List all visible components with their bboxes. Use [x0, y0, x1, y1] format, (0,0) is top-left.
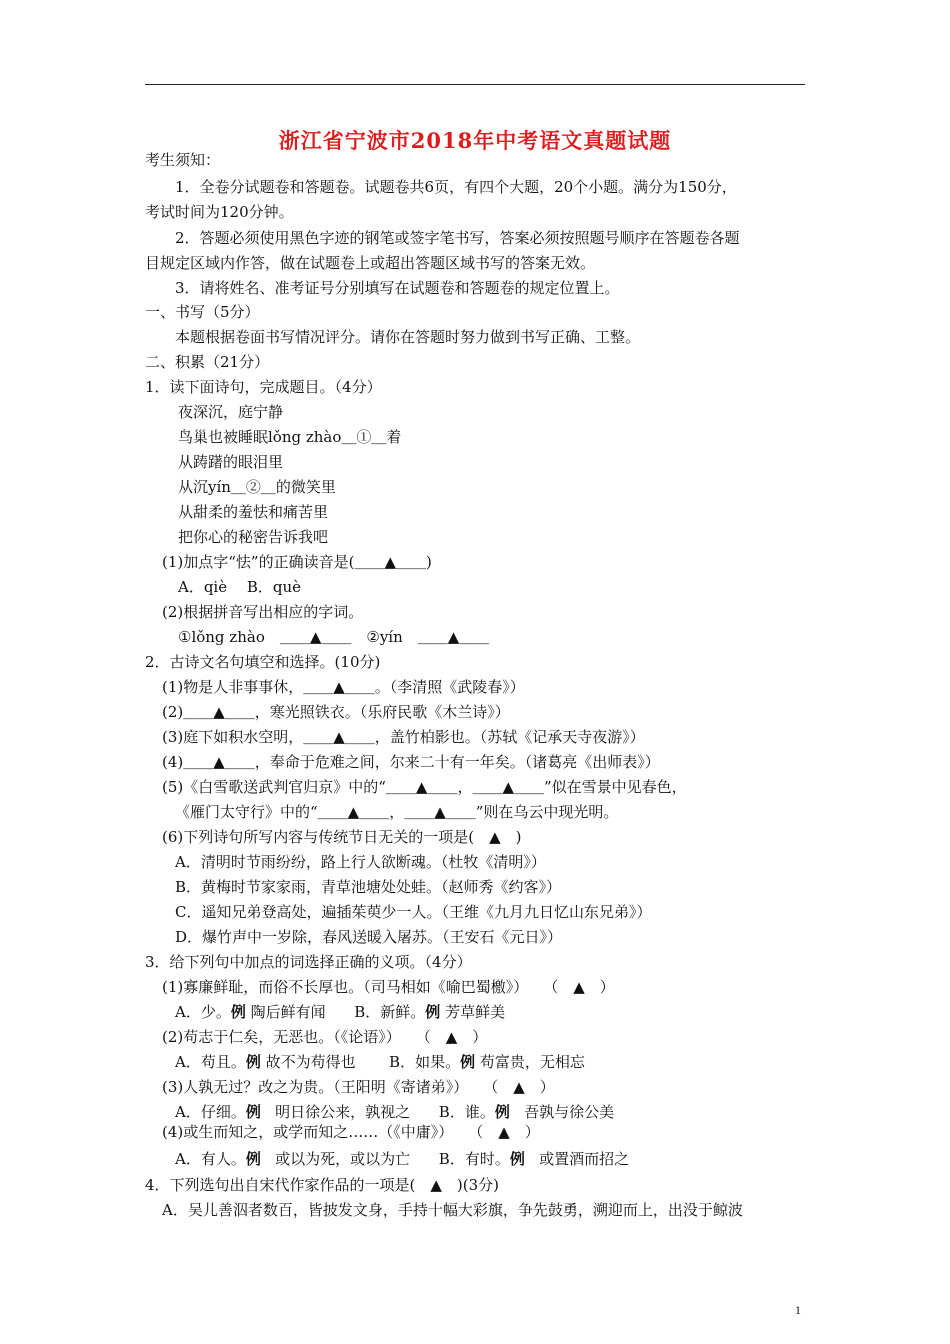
example-label: 例 [460, 1053, 476, 1071]
notice-item-2: 2．答题必须使用黑色字迹的钢笔或签字笔书写，答案必须按照题号顺序在答题卷各题 [175, 229, 740, 247]
option-example: 或置酒而招之 [539, 1150, 630, 1168]
question-2-6-option-b: B．黄梅时节家家雨，青草池塘处处蛙。（赵师秀《约客》） [175, 878, 562, 896]
poem-line: 把你心的秘密告诉我吧 [178, 528, 329, 546]
question-4-stem: 4．下列选句出自宋代作家作品的一项是( ▲ )(3分) [145, 1176, 500, 1194]
example-label: 例 [245, 1103, 261, 1121]
example-label: 例 [494, 1103, 510, 1121]
option-text: A．仔细。 [175, 1103, 246, 1121]
question-1-2-blanks: ①lǒng zhào ＿＿▲＿＿ ②yín ＿＿▲＿＿ [178, 628, 490, 646]
question-4-option-a: A．吴儿善泅者数百，皆披发文身，手持十幅大彩旗，争先鼓勇，溯迎而上，出没于鲸波 [162, 1201, 743, 1219]
question-3-2-options [175, 1052, 585, 1072]
option-example: 明日徐公来，孰视之 [275, 1103, 411, 1121]
question-3-1: (1)寡廉鲜耻，而俗不长厚也。（司马相如《喻巴蜀檄》） （ ▲ ） [162, 978, 615, 996]
question-2-5: (5)《白雪歌送武判官归京》中的“＿＿▲＿＿，＿＿▲＿＿”似在雪景中见春色， [162, 778, 687, 796]
poem-line: 从沉yín＿②＿的微笑里 [178, 478, 336, 496]
question-3-stem: 3．给下列句中加点的词选择正确的义项。（4分） [145, 953, 472, 971]
notice-item-1-cont: 考试时间为120分钟。 [145, 203, 294, 221]
option-text: B．谁。 [438, 1103, 495, 1121]
option-example: 或以为死，或以为亡 [275, 1150, 411, 1168]
question-2-6-option-a: A．清明时节雨纷纷，路上行人欲断魂。（杜牧《清明》） [175, 853, 546, 871]
question-1-2: (2)根据拼音写出相应的字词。 [162, 603, 364, 621]
option-text: B．如果。 [389, 1053, 461, 1071]
section-2-heading: 二、积累（21分） [145, 353, 270, 371]
question-2-4: (4)＿＿▲＿＿，奉命于危难之间，尔来二十有一年矣。（诸葛亮《出师表》） [162, 753, 660, 771]
option-text: B．有时。 [438, 1150, 510, 1168]
question-3-2: (2)苟志于仁矣，无恶也。（《论语》） （ ▲ ） [162, 1028, 488, 1046]
example-label: 例 [245, 1053, 261, 1071]
option-text: B．新鲜。 [354, 1003, 426, 1021]
poem-line: 从甜柔的羞怯和痛苦里 [178, 503, 329, 521]
question-2-3: (3)庭下如积水空明，＿＿▲＿＿，盖竹柏影也。（苏轼《记承天寺夜游》） [162, 728, 645, 746]
question-1-1-options: A．qiè B．què [178, 578, 302, 596]
question-2-1: (1)物是人非事事休，＿＿▲＿＿。（李清照《武陵春》） [162, 678, 525, 696]
option-text: A．有人。 [175, 1150, 246, 1168]
option-example: 故不为苟得也 [265, 1053, 356, 1071]
question-3-1-options [175, 1002, 505, 1022]
question-1-stem: 1．读下面诗句，完成题目。（4分） [145, 378, 382, 396]
example-label: 例 [425, 1003, 441, 1021]
question-3-4: (4)或生而知之，或学而知之……（《中庸》） （ ▲ ） [162, 1123, 540, 1141]
poem-line: 夜深沉，庭宁静 [178, 403, 284, 421]
document-title: 浙江省宁波市2018年中考语文真题试题 [278, 128, 672, 153]
question-3-3-options [175, 1102, 614, 1122]
question-2-6: (6)下列诗句所写内容与传统节日无关的一项是( ▲ ) [162, 828, 522, 846]
question-1-1: (1)加点字“怯”的正确读音是(＿＿▲＿＿) [162, 553, 432, 571]
option-example: 吾孰与徐公美 [524, 1103, 615, 1121]
example-label: 例 [230, 1003, 246, 1021]
question-3-4-options [175, 1149, 629, 1169]
poem-line: 鸟巢也被睡眠lǒng zhào＿①＿着 [178, 428, 402, 446]
option-example: 芳草鲜美 [445, 1003, 506, 1021]
question-2-stem: 2．古诗文名句填空和选择。(10分) [145, 653, 381, 671]
example-label: 例 [245, 1150, 261, 1168]
notice-item-1: 1．全卷分试题卷和答题卷。试题卷共6页，有四个大题，20个小题。满分为150分， [175, 178, 737, 196]
question-2-2: (2)＿＿▲＿＿，寒光照铁衣。（乐府民歌《木兰诗》） [162, 703, 510, 721]
section-1-heading: 一、书写（5分） [145, 303, 260, 321]
page-number: 1 [795, 1303, 801, 1317]
option-text: A．少。 [175, 1003, 231, 1021]
question-3-3: (3)人孰无过？改之为贵。（王阳明《寄诸弟》） （ ▲ ） [162, 1078, 555, 1096]
section-1-body: 本题根据卷面书写情况评分。请你在答题时努力做到书写正确、工整。 [175, 328, 641, 346]
question-2-5-cont: 《雁门太守行》中的“＿＿▲＿＿，＿＿▲＿＿”则在乌云中现光明。 [175, 803, 619, 821]
option-example: 陶后鲜有闻 [250, 1003, 326, 1021]
option-example: 苟富贵，无相忘 [479, 1053, 585, 1071]
notice-item-3: 3．请将姓名、准考证号分别填写在试题卷和答题卷的规定位置上。 [175, 279, 620, 297]
question-2-6-option-d: D．爆竹声中一岁除，春风送暖入屠苏。（王安石《元日》） [175, 928, 563, 946]
example-label: 例 [509, 1150, 525, 1168]
header-rule [145, 84, 805, 85]
notice-heading: 考生须知： [145, 151, 221, 169]
question-2-6-option-c: C．遥知兄弟登高处，遍插茱萸少一人。（王维《九月九日忆山东兄弟》） [175, 903, 652, 921]
poem-line: 从踌躇的眼泪里 [178, 453, 284, 471]
option-text: A．苟且。 [175, 1053, 246, 1071]
notice-item-2-cont: 目规定区域内作答，做在试题卷上或超出答题区域书写的答案无效。 [145, 254, 596, 272]
